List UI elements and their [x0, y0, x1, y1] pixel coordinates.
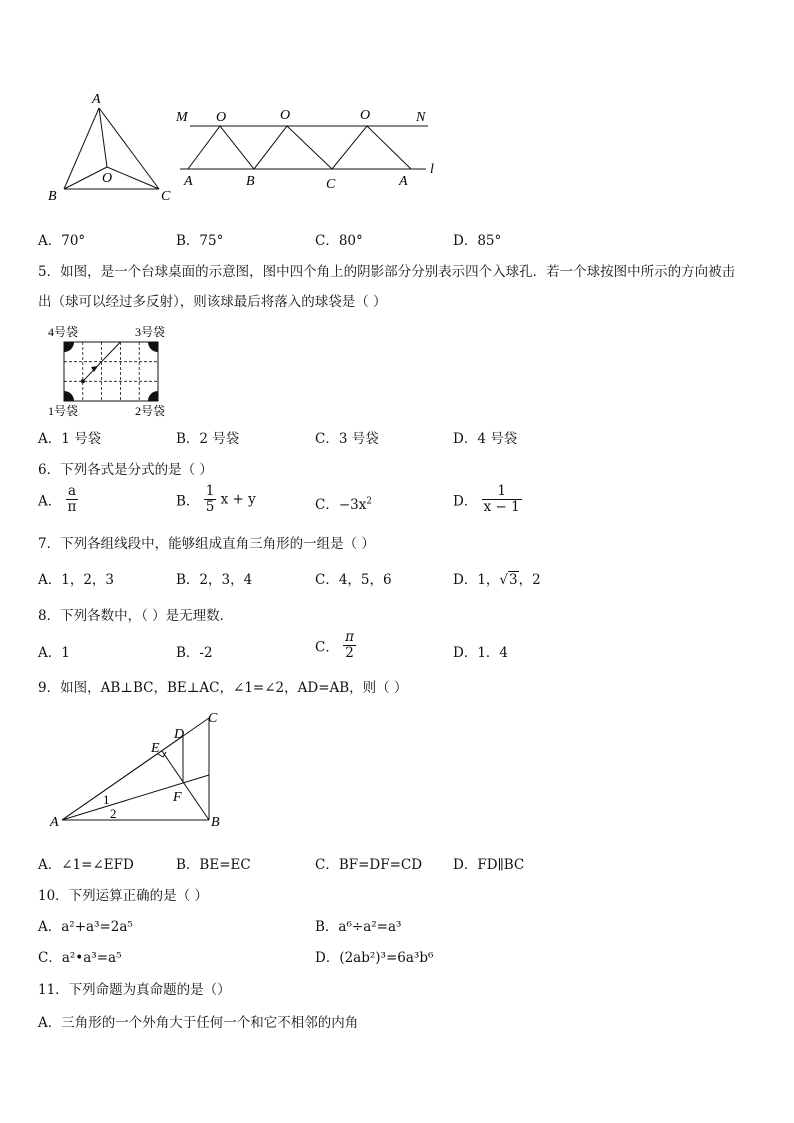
label-O1: O: [216, 110, 227, 125]
q8-stem: 8．下列各数中，（ ）是无理数．: [38, 608, 234, 624]
pocket-2-label: 2号袋: [135, 404, 166, 418]
q8-option-b: B．-2: [176, 645, 213, 661]
q10-stem: 10．下列运算正确的是（ ）: [38, 888, 208, 904]
label-O2: O: [280, 108, 291, 123]
q5-stem-line1: 5．如图，是一个台球桌面的示意图，图中四个角上的阴影部分分别表示四个入球孔．若一个球按图中所示的方向被击: [38, 264, 736, 280]
q9-stem: 9．如图，AB⊥BC，BE⊥AC，∠1=∠2，AD=AB，则（ ）: [38, 680, 408, 696]
q9-option-d: D．FD∥BC: [453, 857, 525, 873]
q11-stem: 11．下列命题为真命题的是（）: [38, 982, 231, 998]
q10-option-c: C．a²•a³=a⁵: [38, 950, 122, 966]
pocket-4: [64, 342, 74, 352]
q10-option-d: D．(2ab²)³=6a³b⁶: [315, 950, 434, 966]
label-E: E: [151, 741, 160, 756]
label-B2: B: [246, 174, 255, 189]
q9-option-b: B．BE=EC: [176, 857, 251, 873]
pocket-2: [148, 391, 158, 401]
pocket-1-label: 1号袋: [48, 404, 79, 418]
label-O: O: [102, 171, 113, 186]
q5-stem-line2: 出（球可以经过多反射），则该球最后将落入的球袋是（ ）: [38, 294, 387, 310]
q5-option-b: B．2 号袋: [176, 431, 240, 447]
label-l: l: [430, 162, 434, 177]
pocket-4-label: 4号袋: [48, 325, 79, 339]
q7-option-b: B．2，3，4: [176, 572, 253, 588]
q9-option-c: C．BF=DF=CD: [315, 857, 423, 873]
triangle-figure: [40, 88, 190, 206]
fraction: $\frac{\pi}{2}$: [345, 629, 355, 661]
q4-option-c: C．80°: [315, 233, 363, 249]
q9-option-a: A．∠1=∠EFD: [38, 857, 134, 873]
fraction: $\frac{1}{5}$: [205, 483, 215, 515]
parallel-lines-figure: [170, 100, 450, 195]
q10-option-a: A．a²+a³=2a⁵: [38, 919, 133, 935]
q6-option-a: A． $\frac{a}{\pi}$: [38, 483, 77, 515]
q5-option-c: C．3 号袋: [315, 431, 379, 447]
label-B: B: [211, 815, 220, 830]
q7-option-a: A．1，2，3: [38, 572, 115, 588]
q6-option-d: D． $\frac{1}{x - 1}$: [453, 483, 520, 515]
label-C2: C: [326, 177, 336, 192]
q4-option-d: D．85°: [453, 233, 502, 249]
label-A: A: [50, 815, 59, 830]
label-D: D: [174, 727, 185, 742]
pocket-1: [64, 391, 74, 401]
q4-option-b: B．75°: [176, 233, 224, 249]
billiard-table-figure: [38, 322, 178, 418]
fraction: $\frac{1}{x - 1}$: [483, 483, 520, 515]
label-O3: O: [360, 108, 371, 123]
q6-option-b: B． $\frac{1}{5}$ x + y: [176, 483, 256, 515]
q8-option-c: C． $\frac{\pi}{2}$: [315, 629, 355, 661]
q7-option-d: D．1，√3，2: [453, 572, 541, 588]
q7-option-c: C．4，5，6: [315, 572, 392, 588]
q10-option-b: B．a⁶÷a²=a³: [315, 919, 402, 935]
fraction: $\frac{a}{\pi}$: [67, 483, 77, 515]
pocket-3-label: 3号袋: [135, 325, 166, 339]
label-C: C: [161, 189, 171, 204]
angle-1-label: 1: [103, 792, 110, 807]
ball: [81, 379, 85, 383]
pocket-3: [148, 342, 158, 352]
label-B: B: [48, 189, 57, 204]
q7-stem: 7．下列各组线段中，能够组成直角三角形的一组是（ ）: [38, 536, 375, 552]
q5-option-d: D．4 号袋: [453, 431, 518, 447]
q6-option-c: C．$-3x^2$: [315, 496, 373, 513]
angle-2-label: 2: [110, 806, 117, 821]
label-F: F: [173, 790, 182, 805]
label-M: M: [176, 110, 188, 125]
q9-triangle-figure: [45, 706, 235, 831]
sqrt-sign: √: [499, 572, 509, 588]
q8-option-a: A．1: [38, 645, 70, 661]
label-A: A: [92, 92, 101, 107]
q11-option-a: A．三角形的一个外角大于任何一个和它不相邻的内角: [38, 1015, 359, 1031]
q6-stem: 6．下列各式是分式的是（ ）: [38, 462, 213, 478]
label-A2: A: [399, 174, 408, 189]
q4-option-a: A．70°: [38, 233, 86, 249]
q5-option-a: A．1 号袋: [38, 431, 102, 447]
q8-option-d: D．1．4: [453, 645, 509, 661]
label-C: C: [208, 711, 218, 726]
label-N: N: [416, 110, 426, 125]
label-A1: A: [184, 174, 193, 189]
